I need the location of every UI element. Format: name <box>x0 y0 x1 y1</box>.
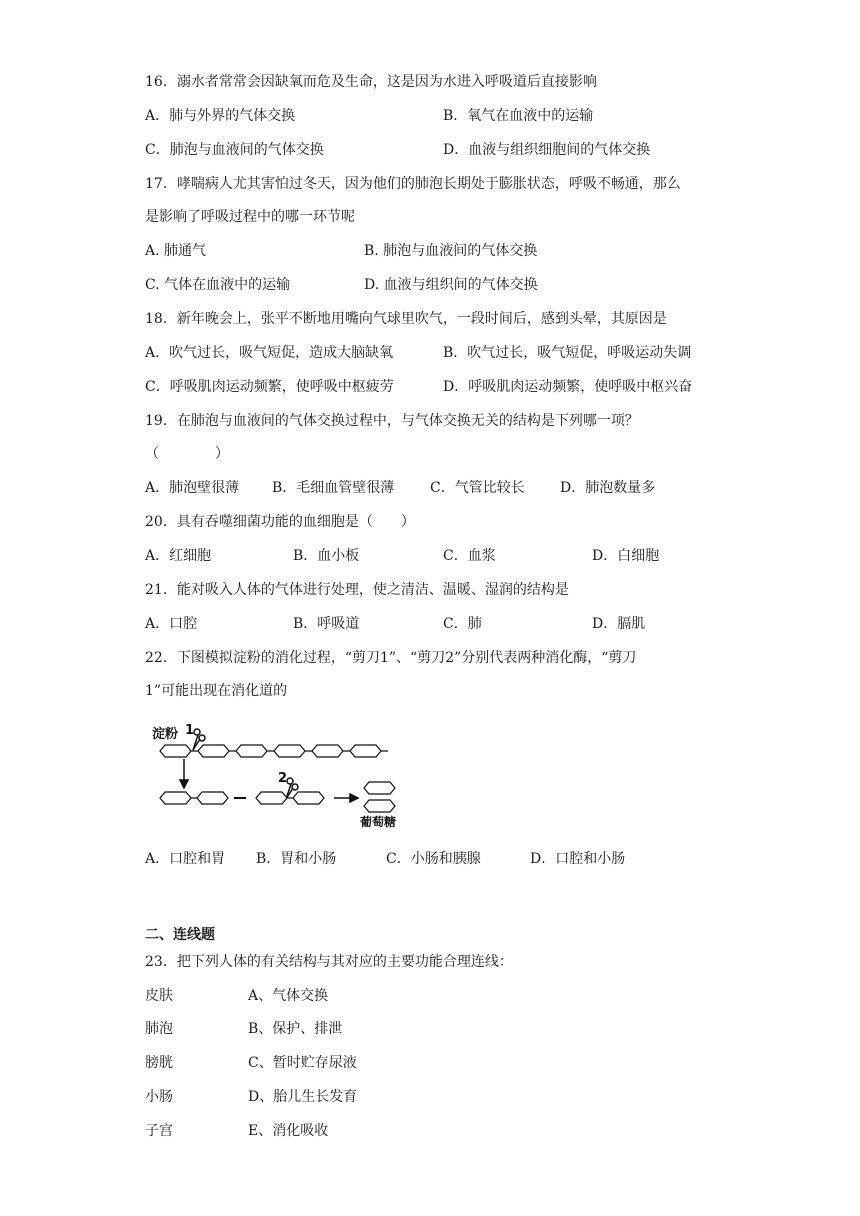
right-arrow-icon <box>334 794 358 802</box>
q17-option-b: B. 肺泡与血液间的气体交换 <box>364 243 538 259</box>
q21-stem: 21．能对吸入人体的气体进行处理，使之清洁、温暖、湿润的结构是 <box>145 582 569 598</box>
q22-option-b: B．胃和小肠 <box>256 851 337 867</box>
down-arrow-icon <box>180 759 188 788</box>
q20-option-b: B．血小板 <box>293 548 360 564</box>
q23-structure-1: 皮肤 <box>145 988 173 1004</box>
q23-structure-4: 小肠 <box>145 1089 173 1105</box>
q19-stem: 19．在肺泡与血液间的气体交换过程中，与气体交换无关的结构是下列哪一项？ <box>145 413 639 429</box>
q19-answer-paren: （ ） <box>145 446 229 462</box>
q16-option-d: D．血液与组织细胞间的气体交换 <box>443 142 651 158</box>
q16-stem: 16．溺水者常常会因缺氧而危及生命，这是因为水进入呼吸道后直接影响 <box>145 74 597 90</box>
q23-function-d: D、胎儿生长发育 <box>248 1089 358 1105</box>
q23-stem: 23．把下列人体的有关结构与其对应的主要功能合理连线： <box>145 954 513 970</box>
starch-label: 淀粉 <box>152 727 179 742</box>
q22-stem-line2: 1”可能出现在消化道的 <box>145 683 288 699</box>
q23-structure-3: 膀胱 <box>145 1055 173 1071</box>
starch-digestion-figure <box>150 718 410 828</box>
glucose-molecules <box>364 782 395 812</box>
q17-option-a: A. 肺通气 <box>145 243 207 259</box>
q16-option-c: C．肺泡与血液间的气体交换 <box>145 142 324 158</box>
q22-stem-line1: 22．下图模拟淀粉的消化过程，“剪刀1”、“剪刀2”分别代表两种消化酶，“剪刀 <box>145 650 637 666</box>
q17-stem-line1: 17．哮喘病人尤其害怕过冬天，因为他们的肺泡长期处于膨胀状态，呼吸不畅通，那么 <box>145 176 681 192</box>
scissor-1-label: 1 <box>185 723 195 738</box>
q17-option-d: D. 血液与组织间的气体交换 <box>364 277 538 293</box>
q23-function-a: A、气体交换 <box>248 988 329 1004</box>
q22-option-a: A．口腔和胃 <box>145 851 226 867</box>
q21-option-b: B．呼吸道 <box>293 616 360 632</box>
q18-option-c: C．呼吸肌肉运动频繁，使呼吸中枢疲劳 <box>145 379 394 395</box>
q23-function-b: B、保护、排泄 <box>248 1021 343 1037</box>
q21-option-a: A．口腔 <box>145 616 198 632</box>
q23-structure-2: 肺泡 <box>145 1021 173 1037</box>
q17-option-c: C. 气体在血液中的运输 <box>145 277 291 293</box>
q20-option-c: C．血浆 <box>443 548 496 564</box>
section-title: 二、连线题 <box>145 927 215 943</box>
q19-option-d: D．肺泡数量多 <box>560 480 656 496</box>
maltose-pair <box>160 792 228 804</box>
q18-stem: 18．新年晚会上，张平不断地用嘴向气球里吹气，一段时间后，感到头晕，其原因是 <box>145 311 667 327</box>
q16-option-a: A．肺与外界的气体交换 <box>145 108 296 124</box>
q21-option-d: D．膈肌 <box>592 616 646 632</box>
q16-option-b: B．氧气在血液中的运输 <box>443 108 594 124</box>
glucose-label: 葡萄糖 <box>360 815 397 828</box>
q19-option-b: B．毛细血管壁很薄 <box>272 480 395 496</box>
q20-option-a: A．红细胞 <box>145 548 212 564</box>
q23-function-c: C、暂时贮存尿液 <box>248 1055 357 1071</box>
q22-option-c: C．小肠和胰腺 <box>386 851 481 867</box>
q18-option-b: B．吹气过长，吸气短促，呼吸运动失调 <box>443 345 692 361</box>
q19-option-a: A．肺泡壁很薄 <box>145 480 240 496</box>
q19-option-c: C．气管比较长 <box>430 480 525 496</box>
q18-option-a: A．吹气过长，吸气短促，造成大脑缺氧 <box>145 345 394 361</box>
q22-option-d: D．口腔和小肠 <box>530 851 626 867</box>
scissor-2-label: 2 <box>278 771 288 786</box>
q21-option-c: C．肺 <box>443 616 482 632</box>
q17-stem-line2: 是影响了呼吸过程中的哪一环节呢 <box>145 209 355 225</box>
q20-option-d: D．白细胞 <box>592 548 660 564</box>
q20-stem: 20．具有吞噬细菌功能的血细胞是（ ） <box>145 514 415 530</box>
q18-option-d: D．呼吸肌肉运动频繁，使呼吸中枢兴奋 <box>443 379 693 395</box>
q23-structure-5: 子宫 <box>145 1123 173 1139</box>
q23-function-e: E、消化吸收 <box>248 1123 329 1139</box>
